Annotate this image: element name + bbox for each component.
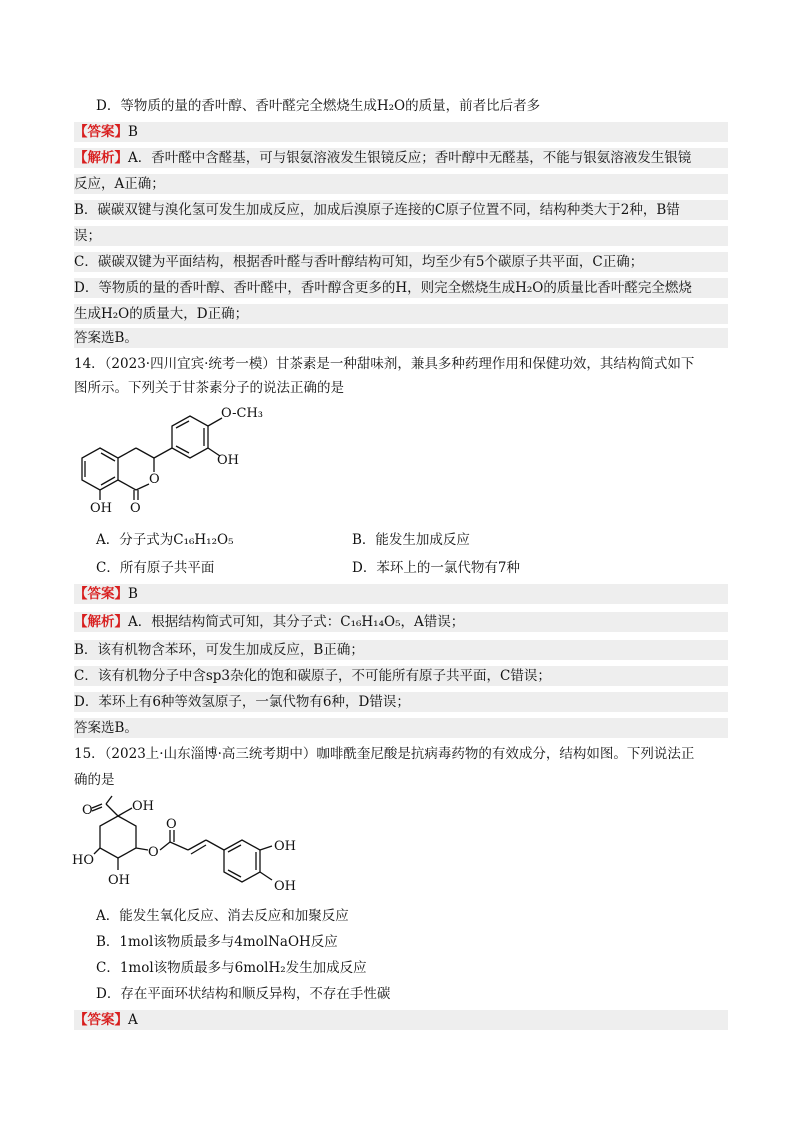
label-o-ring: O xyxy=(149,472,160,487)
q14-stem-2: 图所示。下列关于甘茶素分子的说法正确的是 xyxy=(74,380,344,396)
q14-analysis-2: B．该有机物含苯环，可发生加成反应，B正确； xyxy=(74,640,728,660)
answer-tag: 【答案】 xyxy=(74,124,128,140)
label-oh-bottom: OH xyxy=(108,873,130,888)
q15-option-d: D．存在平面环状结构和顺反异构，不存在手性碳 xyxy=(96,986,391,1002)
q13-conclusion: 答案选B。 xyxy=(74,328,728,348)
q13-analysis-5: C．碳碳双键为平面结构，根据香叶醛与香叶醇结构可知，均至少有5个碳原子共平面，C正确； xyxy=(74,252,728,272)
answer-value: A xyxy=(128,1012,138,1028)
q14-answer xyxy=(74,584,728,604)
label-o-ester: O xyxy=(148,845,159,860)
q15-stem-1: 15．（2023上·山东淄博·高三统考期中）咖啡酰奎尼酸是抗病毒药物的有效成分，结构如图。下列说法正 xyxy=(74,746,695,762)
answer-tag: 【答案】 xyxy=(74,1012,128,1028)
analysis-tag: 【解析】 xyxy=(74,150,128,166)
q15-stem-2: 确的是 xyxy=(74,772,115,788)
analysis-text: A．根据结构简式可知，其分子式：C₁₆H₁₄O₅，A错误； xyxy=(128,614,465,630)
q14-analysis-3: C．该有机物分子中含sp3杂化的饱和碳原子，不可能所有原子共平面，C错误； xyxy=(74,666,728,686)
analysis-tag: 【解析】 xyxy=(74,614,128,630)
label-oh-r1: OH xyxy=(274,839,296,854)
q15-option-a: A．能发生氧化反应、消去反应和加聚反应 xyxy=(96,908,349,924)
q14-stem-1: 14．（2023·四川宜宾·统考一模）甘茶素是一种甜味剂，兼具多种药理作用和保健功效，其结构简式如下 xyxy=(74,356,695,372)
label-oh-top: OH xyxy=(132,799,154,814)
label-oh-r2: OH xyxy=(274,879,296,894)
q14-option-a: A．分子式为C₁₆H₁₂O₅ xyxy=(96,532,234,548)
q13-analysis-1 xyxy=(74,148,728,168)
answer-tag: 【答案】 xyxy=(74,586,128,602)
label-oh-bottom: OH xyxy=(90,501,112,516)
q13-analysis-2: 反应，A正确； xyxy=(74,174,728,194)
glycyrrhizin-structure-diagram xyxy=(70,400,320,518)
q13-answer xyxy=(74,122,728,142)
label-och3: O-CH₃ xyxy=(221,406,264,421)
label-o-top: O xyxy=(82,803,93,818)
q15-option-b: B．1mol该物质最多与4molNaOH反应 xyxy=(96,934,338,950)
label-o-carbonyl: O xyxy=(166,817,177,832)
label-oh-ring: OH xyxy=(217,453,239,468)
q13-analysis-4: 误； xyxy=(74,226,728,246)
analysis-text: A．香叶醛中含醛基，可与银氨溶液发生银镜反应；香叶醇中无醛基，不能与银氨溶液发生银镜 xyxy=(128,150,692,166)
q14-option-b: B．能发生加成反应 xyxy=(352,532,470,548)
q15-answer xyxy=(74,1010,728,1030)
q14-analysis-1 xyxy=(74,612,728,632)
q14-option-d: D．苯环上的一氯代物有7种 xyxy=(352,560,520,576)
q13-analysis-3: B．碳碳双键与溴化氢可发生加成反应，加成后溴原子连接的C原子位置不同，结构种类大于2种，B错 xyxy=(74,200,728,220)
q13-analysis-7: 生成H₂O的质量大，D正确； xyxy=(74,304,728,324)
caffeoylquinic-acid-structure-diagram xyxy=(72,794,332,902)
answer-value: B xyxy=(128,586,138,602)
q13-option-d: D．等物质的量的香叶醇、香叶醛完全燃烧生成H₂O的质量，前者比后者多 xyxy=(96,98,541,114)
label-o-carbonyl: O xyxy=(130,501,141,516)
q14-analysis-4: D．苯环上有6种等效氢原子，一氯代物有6种，D错误； xyxy=(74,692,728,712)
q15-option-c: C．1mol该物质最多与6molH₂发生加成反应 xyxy=(96,960,367,976)
q14-option-c: C．所有原子共平面 xyxy=(96,560,215,576)
q14-conclusion: 答案选B。 xyxy=(74,718,728,738)
label-ho-left: HO xyxy=(72,853,94,868)
answer-value: B xyxy=(128,124,138,140)
q13-analysis-6: D．等物质的量的香叶醇、香叶醛中，香叶醇含更多的H，则完全燃烧生成H₂O的质量比香叶醛完全燃烧 xyxy=(74,278,728,298)
